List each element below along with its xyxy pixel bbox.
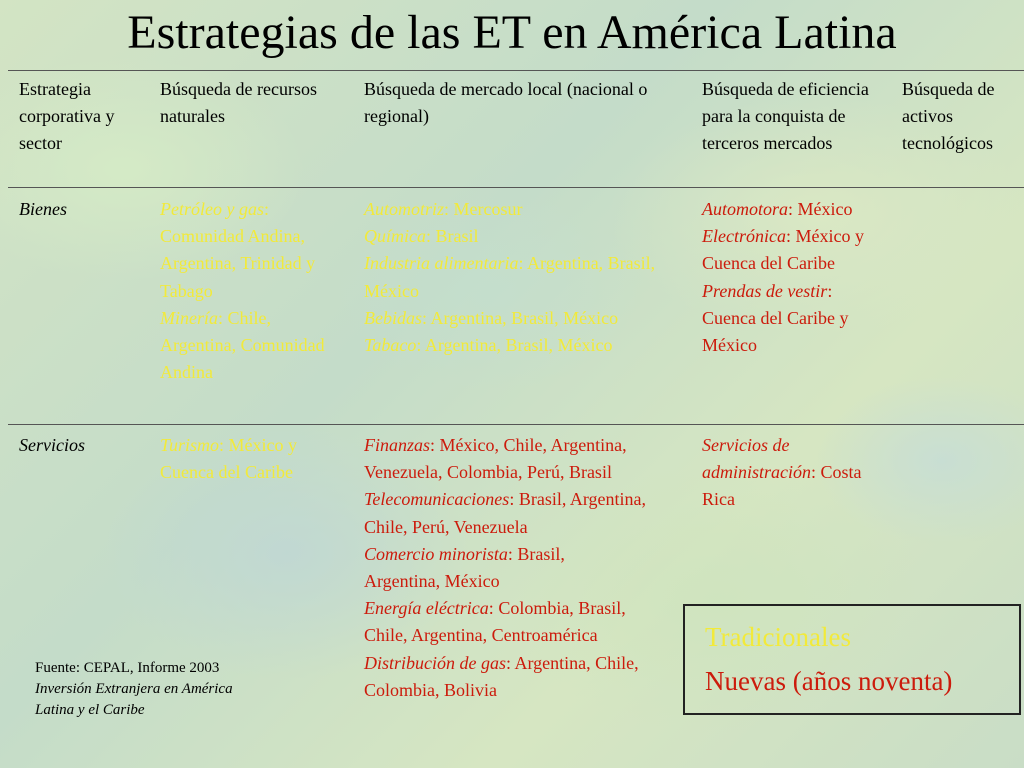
list-item: Prendas de vestir: Cuenca del Caribe y México [702, 280, 849, 356]
legend-new: Nuevas (años noventa) [705, 666, 953, 696]
servicios-efficiency-cell [702, 432, 877, 514]
list-item: Electrónica: México y Cuenca del Caribe [702, 226, 864, 274]
list-item: Automotriz: Mercosur [364, 199, 523, 219]
legend-traditional: Tradicionales [705, 622, 851, 652]
list-item: Tabaco: Argentina, Brasil, México [364, 335, 613, 356]
bienes-market-cell [364, 196, 684, 359]
list-item: Comercio minorista: Brasil, Argentina, México [364, 543, 565, 592]
header-tech-assets: Búsqueda de activos tecnológicos [902, 79, 995, 154]
row-label-servicios: Servicios [19, 435, 85, 455]
list-item: Energía eléctrica: Colombia, Brasil, Chile, Argentina, Centroamérica [364, 598, 626, 646]
bienes-natural-cell [160, 196, 346, 386]
list-item: Petróleo y gas: Comunidad Andina, Argentina, Trinidad y Tabago [160, 199, 316, 301]
list-item: Bebidas: Argentina, Brasil, México [364, 307, 619, 328]
source-line-2: Inversión Extranjera en América Latina y el Caribe [35, 681, 233, 718]
source-note [35, 658, 275, 721]
list-item: Industria alimentaria: Argentina, Brasil, México [364, 253, 656, 301]
bienes-efficiency-cell [702, 196, 877, 359]
slide-title: Estrategias de las ET en América Latina [127, 6, 897, 59]
list-item: Distribución de gas: Argentina, Chile, Colombia, Bolivia [364, 652, 639, 700]
table-top-rule [8, 70, 1024, 71]
servicios-market-cell [364, 432, 679, 704]
servicios-natural-cell [160, 432, 346, 486]
source-line-1: Fuente: CEPAL, Informe 2003 [35, 660, 220, 676]
list-item: Finanzas: México, Chile, Argentina, Venezuela, Colombia, Perú, Brasil [364, 435, 627, 483]
header-local-market: Búsqueda de mercado local (nacional o regional) [364, 79, 648, 127]
header-efficiency: Búsqueda de eficiencia para la conquista de terceros mercados [702, 79, 869, 154]
list-item: Turismo: México y Cuenca del Caribe [160, 435, 298, 483]
list-item: Telecomunicaciones: Brasil, Argentina, Chile, Perú, Venezuela [364, 489, 646, 537]
list-item: Servicios de administración: Costa Rica [702, 435, 862, 510]
header-rule [8, 187, 1024, 188]
header-natural-resources: Búsqueda de recursos naturales [160, 79, 317, 127]
legend-box [683, 604, 1021, 715]
list-item: Automotora: México [702, 199, 853, 219]
list-item: Minería: Chile, Argentina, Comunidad Andina [160, 307, 325, 383]
row-label-bienes: Bienes [19, 199, 67, 219]
header-strategy: Estrategia corporativa y sector [19, 79, 115, 154]
list-item: Química: Brasil [364, 226, 479, 247]
row-rule [8, 424, 1024, 425]
